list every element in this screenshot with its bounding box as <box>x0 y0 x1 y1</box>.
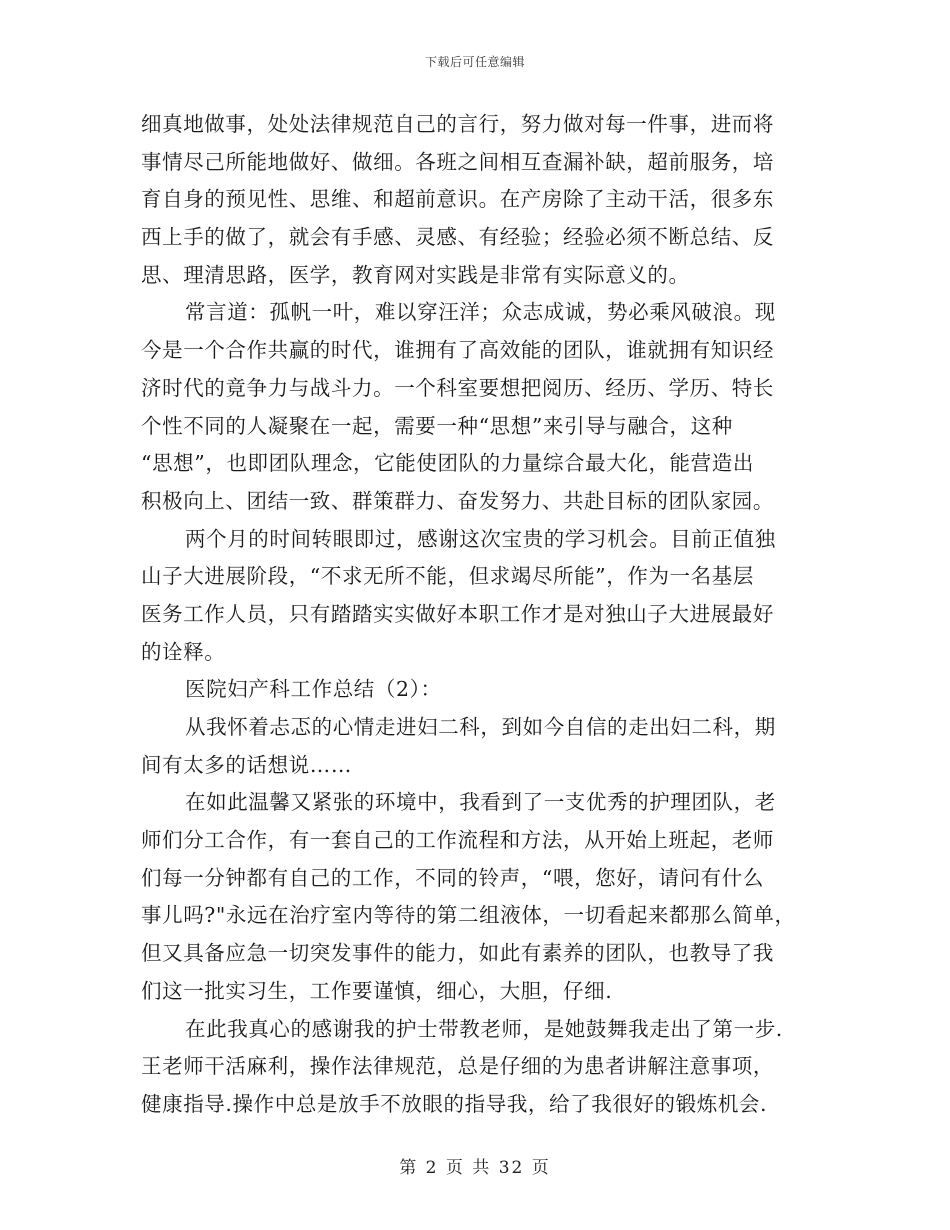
text-line: 山子大进展阶段，“不求无所不能，但求竭尽所能”，作为一名基层 <box>141 564 754 589</box>
text-line: 今是一个合作共赢的时代，谁拥有了高效能的团队，谁就拥有知识经 <box>141 338 774 363</box>
paragraph-start: 在此我真心的感谢我的护士带教老师，是她鼓舞我走出了第一步. <box>185 1016 783 1041</box>
text-line: 们每一分钟都有自己的工作，不同的铃声，“喂，您好，请问有什么 <box>141 865 764 890</box>
paragraph-start: 常言道：孤帆一叶，难以穿汪洋；众志成诚，势必乘风破浪。现 <box>185 300 776 325</box>
text-line: 济时代的竟争力与战斗力。一个科室要想把阅历、经历、学历、特长 <box>141 375 774 400</box>
text-line: 健康指导.操作中总是放手不放眼的指导我，给了我很好的锻炼机会. <box>141 1091 768 1116</box>
text-line: 细真地做事，处处法律规范自己的言行，努力做对每一件事，进而将 <box>141 112 774 136</box>
page-header: 下载后可任意编辑 <box>424 55 525 69</box>
text-line: “思想”，也即团队理念，它能使团队的力量综合最大化，能营造出 <box>141 451 754 476</box>
paragraph-start: 在如此温馨又紧张的环境中，我看到了一支优秀的护理团队，老 <box>185 790 776 815</box>
text-line: 王老师干活麻利，操作法律规范，总是仔细的为患者讲解注意事项， <box>141 1054 774 1079</box>
paragraph-start: 从我怀着忐忑的心情走进妇二科，到如今自信的走出妇二科，期 <box>185 715 776 739</box>
text-line: 们这一批实习生，工作要谨慎，细心，大胆，仔细. <box>141 978 613 1003</box>
page-footer: 第 2 页 共 32 页 <box>399 1158 551 1178</box>
text-line: 西上手的做了，就会有手感、灵感、有经验；经验必须不断总结、反 <box>141 225 774 250</box>
text-line: 的诠释。 <box>141 639 226 664</box>
text-line: 事儿吗?"永远在治疗室内等待的第二组液体，一切看起来都那么简单， <box>141 903 796 928</box>
text-line: 个性不同的人凝聚在一起，需要一种“思想”来引导与融合，这种 <box>141 413 733 438</box>
text-line: 积极向上、团结一致、群策群力、奋发努力、共赴目标的团队家园。 <box>141 488 774 513</box>
text-line: 但又具备应急一切突发事件的能力，如此有素养的团队，也教导了我 <box>141 941 774 966</box>
text-line: 医务工作人员，只有踏踏实实做好本职工作才是对独山子大进展最好 <box>141 601 774 626</box>
text-line: 师们分工合作，有一套自己的工作流程和方法，从开始上班起，老师 <box>141 828 774 853</box>
text-line: 思、理清思路，医学，教育网对实践是非常有实际意义的。 <box>141 262 690 287</box>
document-body <box>141 106 816 1124</box>
paragraph-start: 两个月的时间转眼即过，感谢这次宝贵的学习机会。目前正值独 <box>185 526 776 551</box>
text-line: 育自身的预见性、思维、和超前意识。在产房除了主动干活，很多东 <box>141 187 774 212</box>
text-line: 事情尽己所能地做好、做细。各班之间相互查漏补缺，超前服务，培 <box>141 149 774 174</box>
section-heading: 医院妇产科工作总结（2）： <box>185 677 442 702</box>
text-line: 间有太多的话想说…… <box>141 752 352 777</box>
